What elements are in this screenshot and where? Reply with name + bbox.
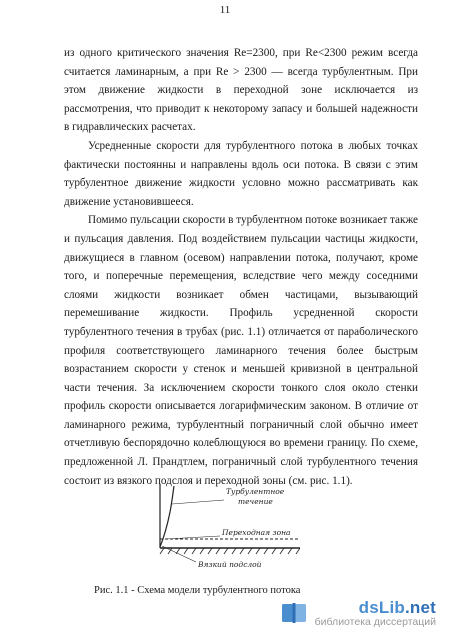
book-logo-icon [279,598,309,633]
velocity-profile-curve [160,486,174,547]
label-turbulent-2: течение [238,497,273,506]
transition-leader [166,536,220,539]
label-turbulent-1: Турбулентное [226,487,285,496]
watermark[interactable] [315,598,436,628]
paragraph-3: Помимо пульсации скорости в турбулентном потоке возникает также и пульсация давления. Под воздействием пульсации частицы жидкости, движущиеся в главном (осевом) направлении потока, получают, кроме того, и поперечные перемещения, вследствие чего между соседними слоями жидкости возникает обмен частицами, вызывающий перемешивание жидкости. Профиль усредненной скорости турбулентного течения в трубах (рис. 1.1) отличается от параболического профиля соответствующего ламинарного течения более быстрым возрастанием скорости у стенок и меньшей кривизной в центральной части течения. За исключением скорости тонкого слоя около стенки профиль скорости описывается логарифмическим законом. В отличие от ламинарного режима, турбулентный пограничный слой обычно имеет отчетливую беспорядочно колеблющуюся во времени границу. По схеме, предложенной Л. Прандтлем, пограничный слой турбулентного течения состоит из вязкого подслоя и переходной зоны (см. рис. 1.1). [64,214,418,487]
flow-diagram [150,482,310,572]
page-number: 11 [219,4,231,16]
turbulent-leader [172,500,224,504]
figure-turbulent-flow-model [150,482,310,572]
watermark-brand-tld: .net [404,598,436,617]
paragraph-2: Усредненные скорости для турбулентного потока в любых точках фактически постоянны и направлены вдоль оси потока. В связи с этим турбулентное движение жидкости условно можно рассматривать как движение установившееся. [64,139,418,208]
watermark-brand [315,598,436,618]
wall-hatching [160,548,300,554]
paragraph-1: из одного критического значения Re=2300, при Re<2300 режим всегда считается ламинарным, а при Re > 2300 — всегда турбулентным. При этом движение жидкости в переходной зоне исключается из рассмотрения, что приводит к некоторому запасу и большей надежности в гидравлических расчетах. [64,47,418,134]
label-viscous: Вязкий подслой [198,560,262,569]
figure-caption: Рис. 1.1 - Схема модели турбулентного потока [94,585,301,596]
label-transition: Переходная зона [222,528,291,537]
watermark-subtitle: библиотека диссертаций [314,616,436,628]
watermark-brand-main: dsLib [358,598,405,617]
body-text [64,44,418,490]
